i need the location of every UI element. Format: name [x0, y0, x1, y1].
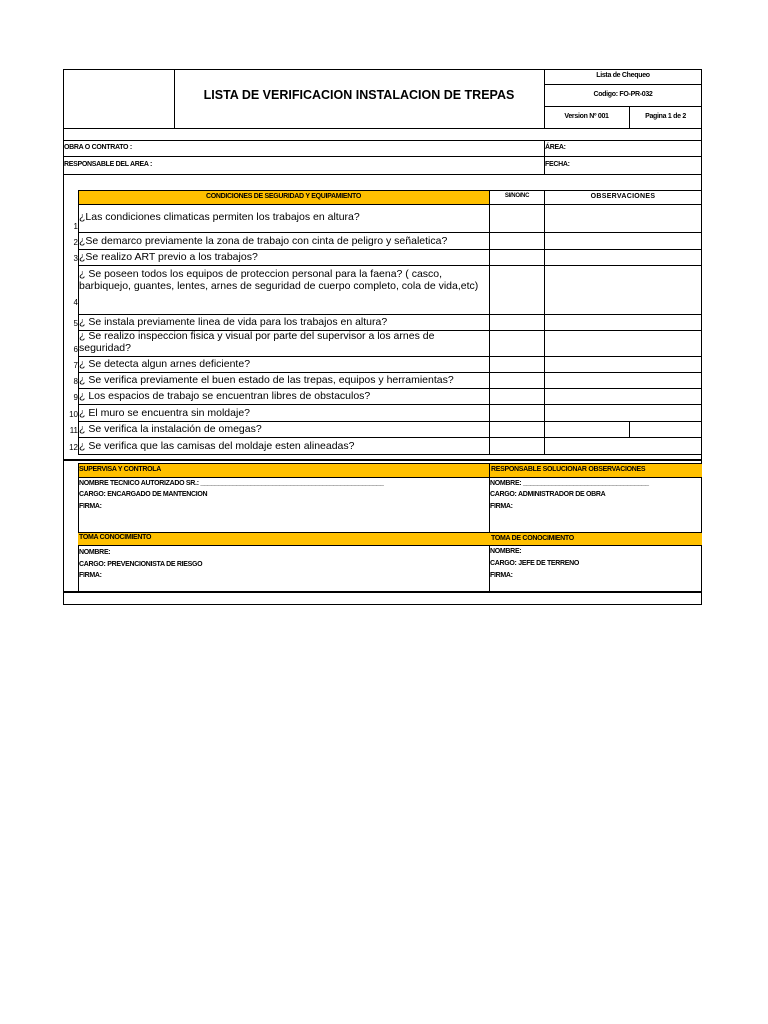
responsable-nombre: NOMBRE: ___________________________________: [490, 480, 649, 487]
checklist-question: ¿ Se poseen todos los equipos de proteccion personal para la faena? ( casco, barbiquejo, guantes, lentes, arnes de seguridad de cuerpo completo, cola de vida,etc): [79, 268, 479, 292]
doc-page-label: Pagina 1 de 2: [645, 113, 686, 120]
checklist-question: ¿ Se detecta algun arnes deficiente?: [79, 358, 251, 370]
area-label: ÁREA:: [545, 144, 566, 151]
fecha-label: FECHA:: [545, 161, 570, 168]
responsable-title: RESPONSABLE SOLUCIONAR OBSERVACIONES: [491, 466, 646, 473]
toma1-firma: FIRMA:: [79, 572, 102, 579]
item-number: 5: [73, 319, 78, 328]
doc-code-label: Codigo: FO-PR-032: [593, 91, 653, 98]
item-number: 6: [73, 345, 78, 354]
item-number: 4: [73, 298, 78, 307]
item-number: 12: [69, 443, 78, 452]
toma1-cargo: CARGO: PREVENCIONISTA DE RIESGO: [79, 561, 203, 568]
responsable-label: RESPONSABLE DEL AREA :: [64, 161, 153, 168]
col-header-si-no: SI/NO/NC: [504, 193, 530, 199]
doc-version-label: Version Nº 001: [564, 113, 609, 120]
checklist-question: ¿Se realizo ART previo a los trabajos?: [79, 251, 258, 263]
toma2-firma: FIRMA:: [490, 572, 513, 579]
responsable-firma: FIRMA:: [490, 503, 513, 510]
supervisa-cargo: CARGO: ENCARGADO DE MANTENCION: [79, 491, 208, 498]
document-title: LISTA DE VERIFICACION INSTALACION DE TREPAS: [203, 88, 515, 102]
item-number: 1: [73, 222, 78, 231]
item-number: 10: [69, 410, 78, 419]
toma2-title: TOMA DE CONOCIMIENTO: [491, 535, 574, 542]
toma1-nombre: NOMBRE:: [79, 549, 111, 556]
item-number: 8: [73, 377, 78, 386]
checklist-question: ¿ Se instala previamente linea de vida para los trabajos en altura?: [79, 316, 388, 328]
checklist-question: ¿ Se verifica previamente el buen estado de las trepas, equipos y herramientas?: [79, 374, 454, 386]
checklist-question: ¿Las condiciones climaticas permiten los trabajos en altura?: [79, 211, 360, 223]
checklist-question: ¿ El muro se encuentra sin moldaje?: [79, 407, 250, 419]
item-number: 9: [73, 393, 78, 402]
item-number: 7: [73, 361, 78, 370]
supervisa-firma: FIRMA:: [79, 503, 102, 510]
col-header-observations: OBSERVACIONES: [590, 193, 656, 200]
toma2-cargo: CARGO: JEFE DE TERRENO: [490, 560, 580, 567]
supervisa-title: SUPERVISA Y CONTROLA: [79, 466, 162, 473]
item-number: 11: [69, 426, 78, 435]
checklist-question: ¿ Se realizo inspeccion fisica y visual por parte del supervisor a los arnes de seguridad?: [79, 330, 435, 354]
obra-label: OBRA O CONTRATO :: [64, 144, 132, 151]
toma1-title: TOMA CONOCIMIENTO: [79, 534, 152, 541]
col-header-conditions: CONDICIONES DE SEGURIDAD Y EQUIPAMIENTO: [205, 193, 362, 200]
item-number: 3: [73, 254, 78, 263]
supervisa-nombre: NOMBRE TECNICO AUTORIZADO SR.: ___________________________________________________: [79, 480, 384, 487]
checklist-question: ¿ Los espacios de trabajo se encuentran libres de obstaculos?: [79, 390, 371, 402]
toma2-nombre: NOMBRE:: [490, 548, 522, 555]
doc-type-label: Lista de Chequeo: [596, 72, 650, 79]
checklist-question: ¿ Se verifica la instalación de omegas?: [79, 423, 262, 435]
checklist-question: ¿Se demarco previamente la zona de trabajo con cinta de peligro y señaletica?: [79, 235, 448, 247]
responsable-cargo: CARGO: ADMINISTRADOR DE OBRA: [490, 491, 606, 498]
item-number: 2: [73, 238, 78, 247]
checklist-question: ¿ Se verifica que las camisas del moldaje esten alineadas?: [79, 440, 355, 452]
